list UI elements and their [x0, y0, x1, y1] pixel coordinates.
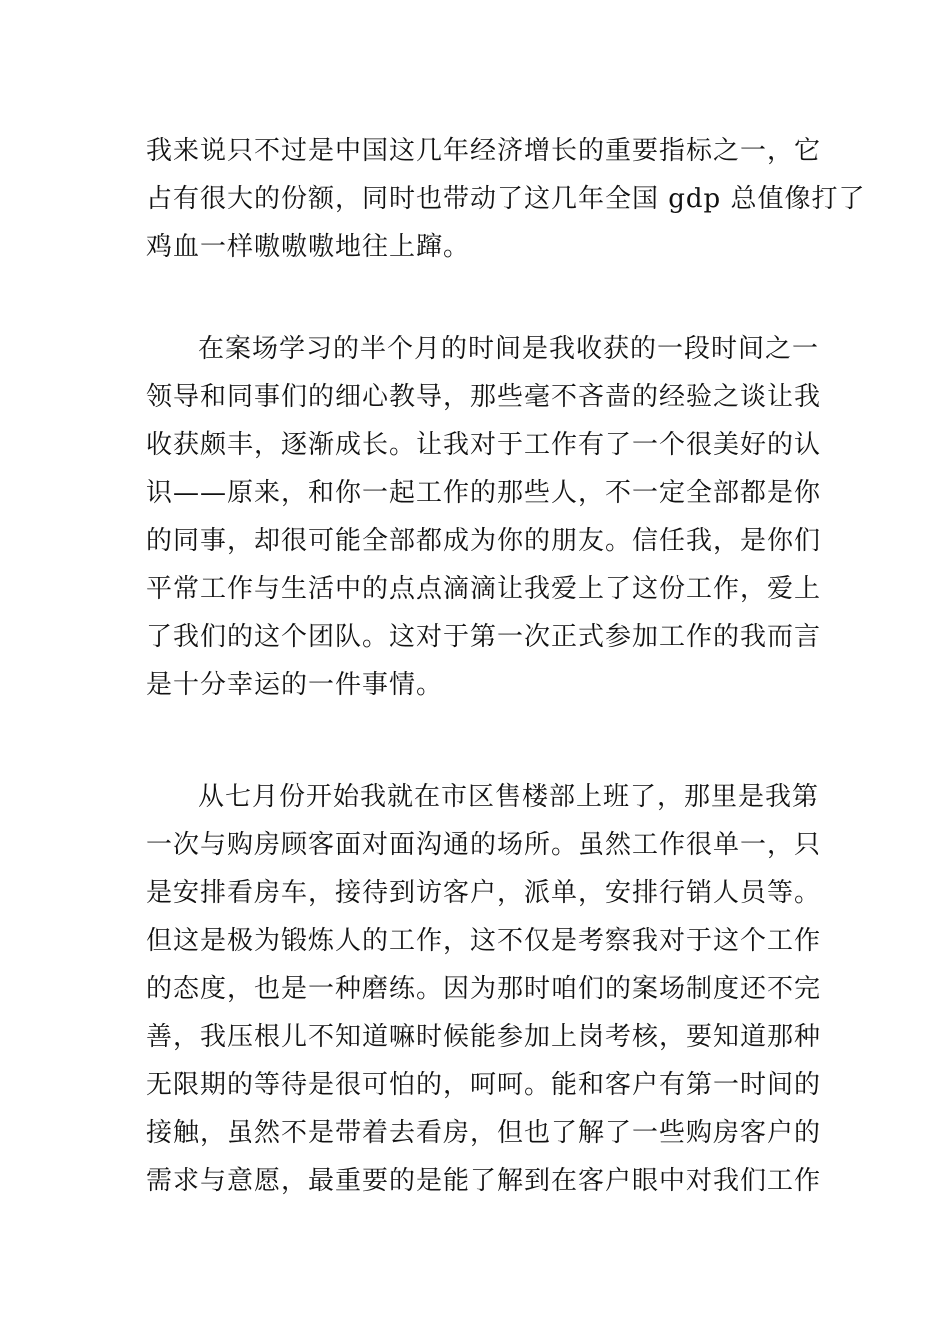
text-line: 在案场学习的半个月的时间是我收获的一段时间之一 — [198, 334, 820, 364]
text-line: 的同事，却很可能全部都成为你的朋友。信任我，是你们 — [146, 526, 822, 556]
text-line: 平常工作与生活中的点点滴滴让我爱上了这份工作，爱上 — [146, 574, 822, 604]
text-line: 是十分幸运的一件事情。 — [146, 670, 444, 700]
text-line: 占有很大的份额，同时也带动了这几年全国 gdp 总值像打了 — [146, 184, 866, 214]
text-line: 从七月份开始我就在市区售楼部上班了，那里是我第 — [198, 782, 820, 812]
text-line: 是安排看房车，接待到访客户，派单，安排行销人员等。 — [146, 878, 822, 908]
text-line: 一次与购房顾客面对面沟通的场所。虽然工作很单一，只 — [146, 830, 822, 860]
text-line: 善，我压根儿不知道嘛时候能参加上岗考核，要知道那种 — [146, 1022, 822, 1052]
text-line: 鸡血一样嗷嗷嗷地往上蹿。 — [146, 232, 471, 262]
paragraph-2 — [146, 325, 822, 709]
text-line: 需求与意愿，最重要的是能了解到在客户眼中对我们工作 — [146, 1166, 822, 1196]
text-line: 的态度，也是一种磨练。因为那时咱们的案场制度还不完 — [146, 974, 822, 1004]
text-line: 无限期的等待是很可怕的，呵呵。能和客户有第一时间的 — [146, 1070, 822, 1100]
paragraph-1 — [146, 127, 866, 271]
text-line: 接触，虽然不是带着去看房，但也了解了一些购房客户的 — [146, 1118, 822, 1148]
text-line: 我来说只不过是中国这几年经济增长的重要指标之一，它 — [146, 136, 822, 166]
text-line: 收获颇丰，逐渐成长。让我对于工作有了一个很美好的认 — [146, 430, 822, 460]
text-line: 领导和同事们的细心教导，那些毫不吝啬的经验之谈让我 — [146, 382, 822, 412]
text-line: 识——原来，和你一起工作的那些人，不一定全部都是你 — [146, 478, 822, 508]
text-line: 了我们的这个团队。这对于第一次正式参加工作的我而言 — [146, 622, 822, 652]
paragraph-3 — [146, 773, 822, 1205]
text-line: 但这是极为锻炼人的工作，这不仅是考察我对于这个工作 — [146, 926, 822, 956]
